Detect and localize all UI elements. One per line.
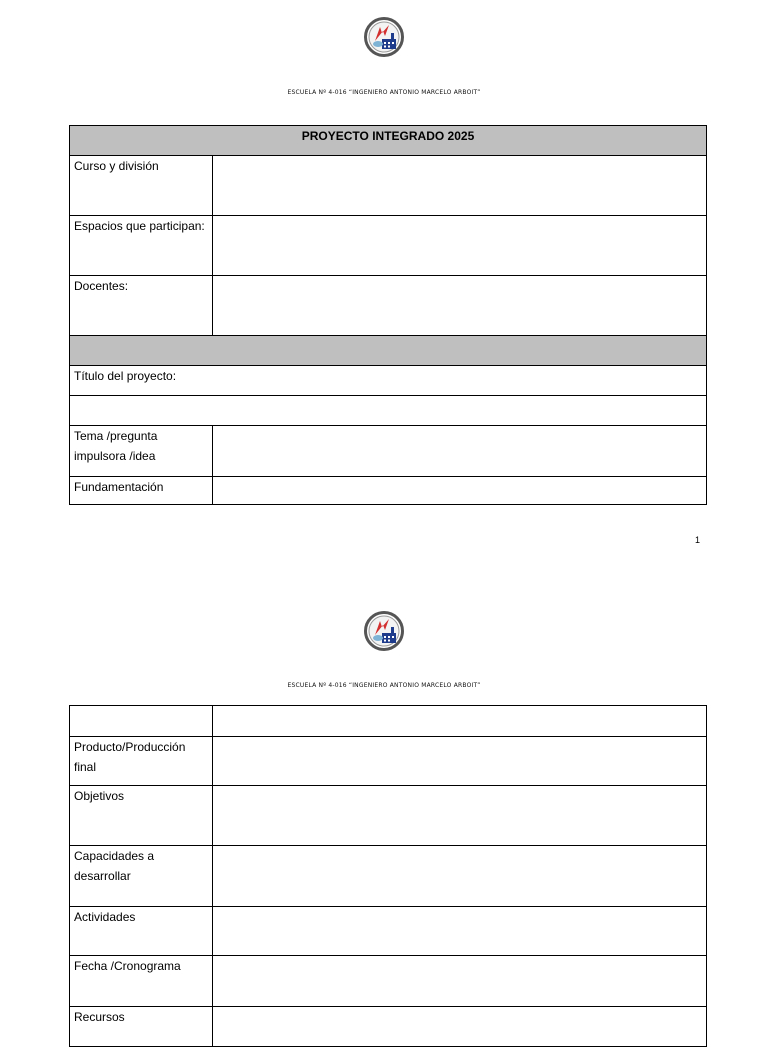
table-row xyxy=(70,737,707,786)
table-row xyxy=(70,396,707,426)
page-number: 1 xyxy=(694,535,700,545)
row-value-empty[interactable] xyxy=(213,706,707,737)
row-label-tema: Tema /pregunta impulsora /idea xyxy=(70,426,213,477)
row-label-capacidades: Capacidades a desarrollar xyxy=(70,846,213,907)
row-value-fecha[interactable] xyxy=(213,956,707,1007)
table-row xyxy=(70,477,707,505)
row-value-objetivos[interactable] xyxy=(213,786,707,846)
table-row xyxy=(70,366,707,396)
table-title: PROYECTO INTEGRADO 2025 xyxy=(70,126,707,156)
row-value-curso[interactable] xyxy=(213,156,707,216)
row-label-curso: Curso y división xyxy=(70,156,213,216)
table-row xyxy=(70,216,707,276)
project-table-2 xyxy=(69,705,707,1047)
row-label-espacios: Espacios que participan: xyxy=(70,216,213,276)
school-crest-icon xyxy=(364,611,404,651)
row-value-producto[interactable] xyxy=(213,737,707,786)
row-label-empty xyxy=(70,706,213,737)
row-label-fundamentacion: Fundamentación xyxy=(70,477,213,505)
table-header-row xyxy=(70,126,707,156)
section-row xyxy=(70,336,707,366)
row-label-docentes: Docentes: xyxy=(70,276,213,336)
row-value-titulo[interactable] xyxy=(70,396,707,426)
table-row xyxy=(70,907,707,956)
row-value-tema[interactable] xyxy=(213,426,707,477)
table-row xyxy=(70,156,707,216)
table-row xyxy=(70,786,707,846)
row-value-docentes[interactable] xyxy=(213,276,707,336)
row-label-recursos: Recursos xyxy=(70,1007,213,1047)
school-name: ESCUELA Nº 4-016 “INGENIERO ANTONIO MARCELO ARBOIT” xyxy=(287,89,481,96)
school-crest-icon xyxy=(364,17,404,57)
row-value-espacios[interactable] xyxy=(213,216,707,276)
row-label-producto: Producto/Producción final xyxy=(70,737,213,786)
table-row xyxy=(70,276,707,336)
row-label-objetivos: Objetivos xyxy=(70,786,213,846)
table-row xyxy=(70,1007,707,1047)
row-value-capacidades[interactable] xyxy=(213,846,707,907)
row-label-fecha: Fecha /Cronograma xyxy=(70,956,213,1007)
row-label-titulo: Título del proyecto: xyxy=(70,366,707,396)
school-name: ESCUELA Nº 4-016 “INGENIERO ANTONIO MARCELO ARBOIT” xyxy=(287,682,481,689)
row-value-actividades[interactable] xyxy=(213,907,707,956)
section-divider xyxy=(70,336,707,366)
table-row xyxy=(70,846,707,907)
table-row xyxy=(70,956,707,1007)
table-row xyxy=(70,706,707,737)
row-label-actividades: Actividades xyxy=(70,907,213,956)
row-value-recursos[interactable] xyxy=(213,1007,707,1047)
table-row xyxy=(70,426,707,477)
project-table-1 xyxy=(69,125,707,505)
row-value-fundamentacion[interactable] xyxy=(213,477,707,505)
